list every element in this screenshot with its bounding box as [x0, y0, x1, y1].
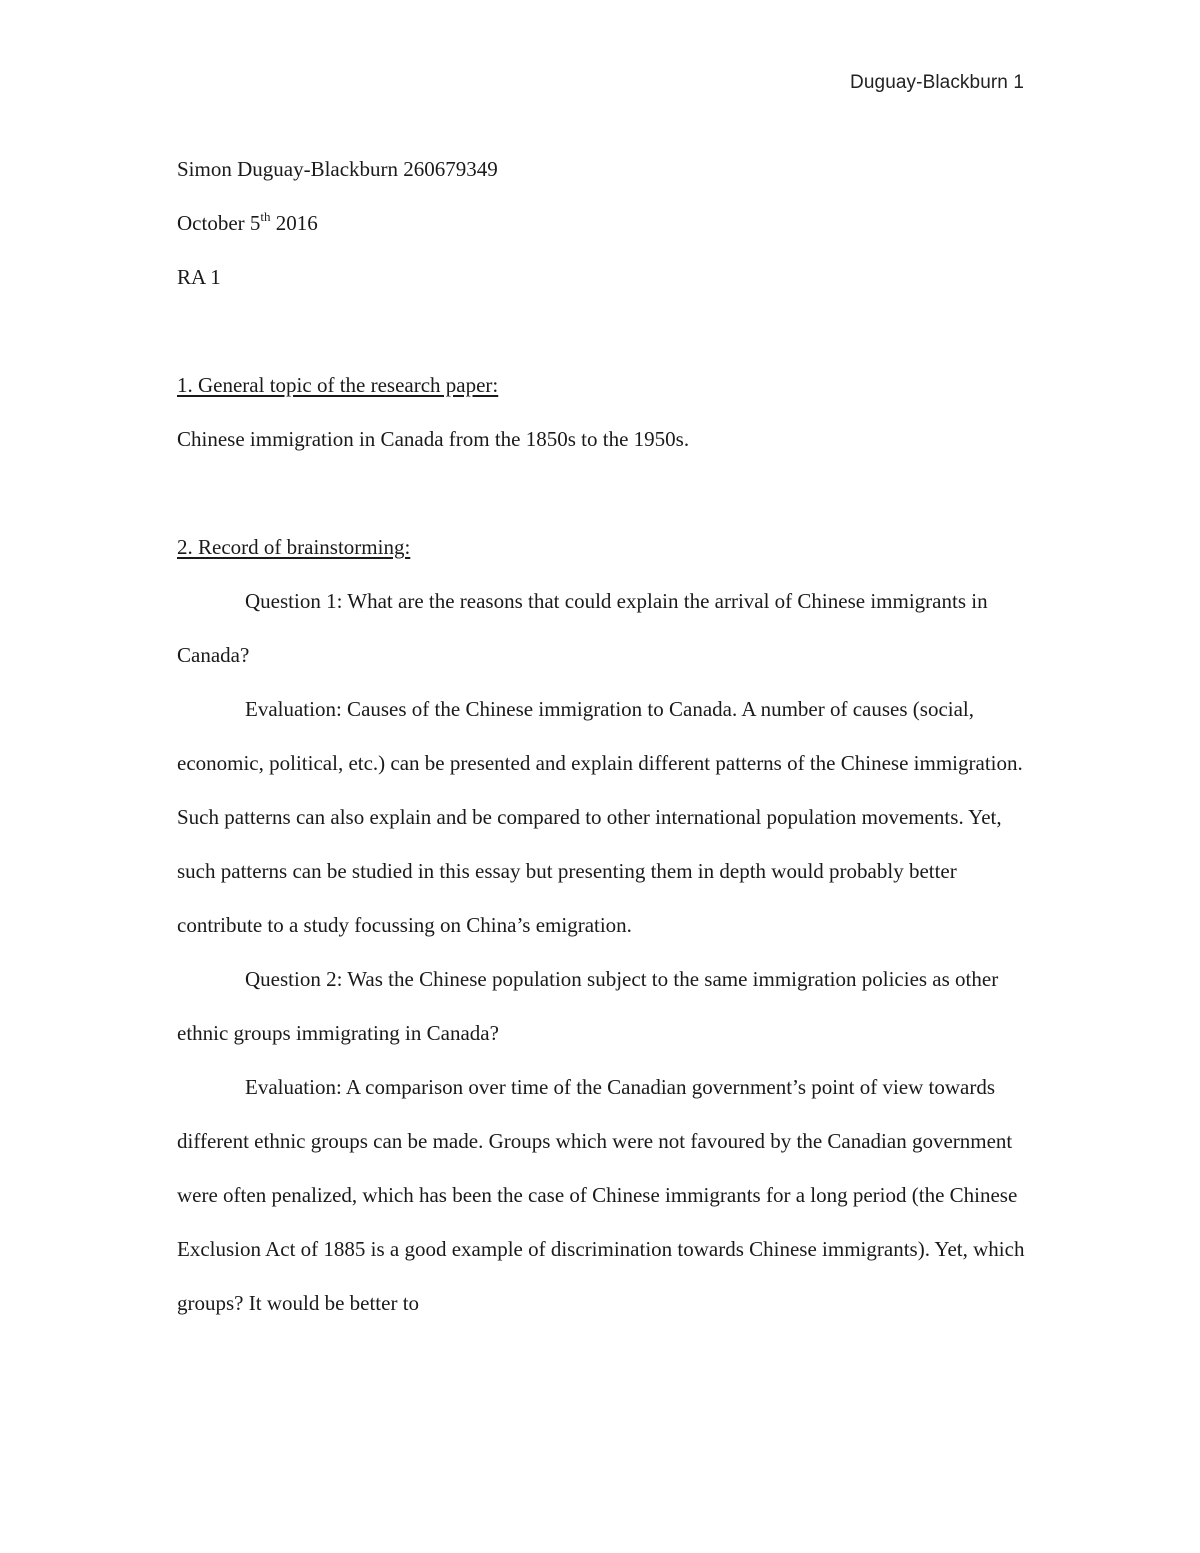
document-body — [177, 142, 1027, 1330]
date-prefix: October 5 — [177, 211, 261, 235]
date-suffix: 2016 — [270, 211, 318, 235]
question-2-paragraph: Question 2: Was the Chinese population subject to the same immigration policies as other ethnic groups immigrating in Canada? — [177, 967, 999, 1045]
section-1-title — [177, 358, 1027, 412]
section-1-title-text: 1. General topic of the research paper: — [177, 373, 499, 397]
section-2-title — [177, 520, 1027, 574]
evaluation-1-paragraph: Evaluation: Causes of the Chinese immigration to Canada. A number of causes (social, economic, political, etc.) can be presented and explain different patterns of the Chinese immigration. Such patterns can also explain and be compared to other international population movements. Yet, such patterns can be studied in this essay but presenting them in depth would probably better contribute to a study focussing on China’s emigration. — [177, 697, 1023, 937]
section-2-title-text: 2. Record of brainstorming: — [177, 535, 411, 559]
section-1-body: Chinese immigration in Canada from the 1850s to the 1950s. — [177, 427, 690, 451]
assignment-line: RA 1 — [177, 265, 221, 289]
question-1-paragraph: Question 1: What are the reasons that could explain the arrival of Chinese immigrants in Canada? — [177, 589, 988, 667]
date-superscript: th — [260, 209, 271, 224]
blank-line — [177, 466, 1027, 520]
date-line — [177, 196, 1027, 250]
running-head: Duguay-Blackburn 1 — [850, 72, 1024, 93]
author-line: Simon Duguay-Blackburn 260679349 — [177, 157, 498, 181]
evaluation-2-paragraph: Evaluation: A comparison over time of the Canadian government’s point of view towards different ethnic groups can be made. Groups which were not favoured by the Canadian government were often penalized, which has been the case of Chinese immigrants for a long period (the Chinese Exclusion Act of 1885 is a good example of discrimination towards Chinese immigrants). Yet, which groups? It would be better to — [177, 1075, 1025, 1315]
blank-line — [177, 304, 1027, 358]
